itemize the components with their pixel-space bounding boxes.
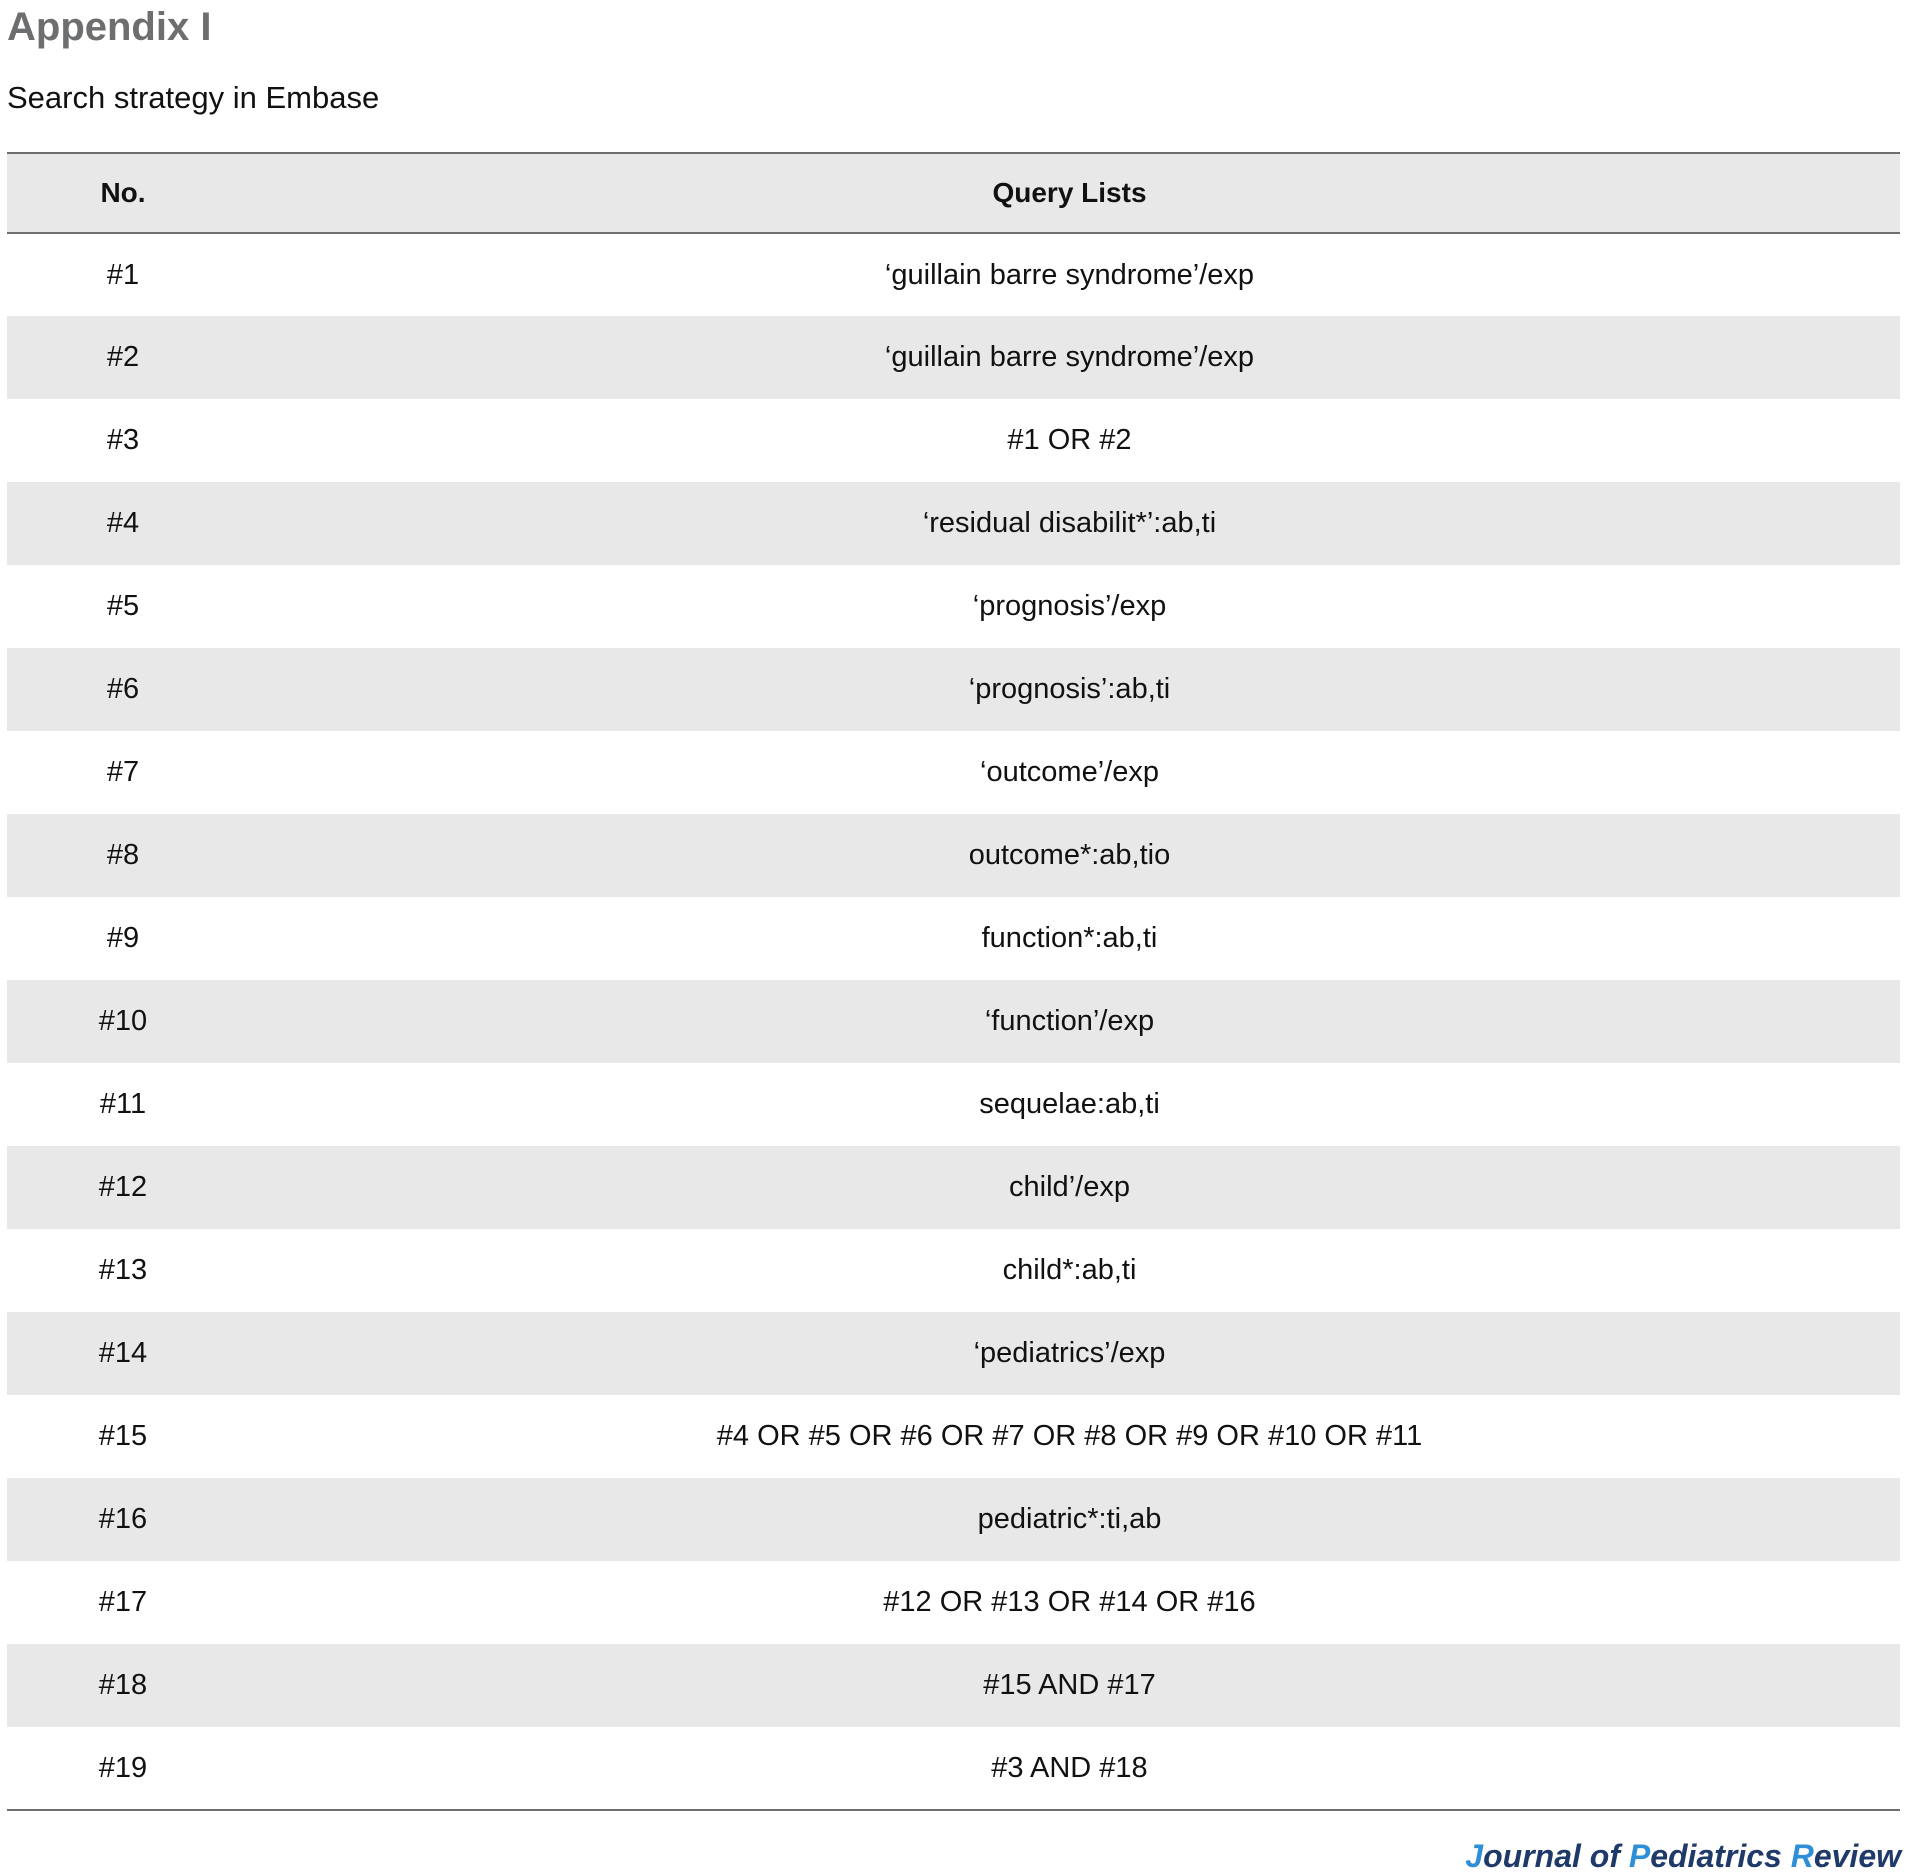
query-cell: #12 OR #13 OR #14 OR #16 <box>883 1586 1256 1618</box>
search-strategy-table-container <box>7 152 1900 1811</box>
table-row <box>7 1561 1900 1644</box>
appendix-subtitle: Search strategy in Embase <box>7 80 380 115</box>
table-row <box>7 399 1900 482</box>
query-cell: #4 OR #5 OR #6 OR #7 OR #8 OR #9 OR #10 OR #11 <box>716 1420 1423 1452</box>
query-cell: pediatric*:ti,ab <box>977 1503 1162 1535</box>
query-cell: sequelae:ab,ti <box>979 1088 1160 1120</box>
table-row <box>7 1229 1900 1312</box>
table-row <box>7 1478 1900 1561</box>
table-row <box>7 233 1900 316</box>
table-row <box>7 565 1900 648</box>
row-number-cell: #19 <box>98 1751 148 1784</box>
table-header-row <box>7 153 1900 233</box>
table-row <box>7 1312 1900 1395</box>
row-number-cell: #12 <box>98 1171 148 1203</box>
table-row <box>7 1395 1900 1478</box>
row-number-cell: #7 <box>106 756 140 788</box>
table-row <box>7 897 1900 980</box>
query-cell: ‘guillain barre syndrome’/exp <box>884 258 1255 291</box>
journal-brand-part: J <box>1465 1838 1484 1874</box>
row-number-cell: #1 <box>106 258 140 291</box>
search-strategy-table <box>7 152 1900 1811</box>
row-number-cell: #4 <box>106 507 140 539</box>
journal-brand-part: ournal of <box>1483 1838 1629 1874</box>
row-number-cell: #9 <box>106 922 140 954</box>
appendix-title: Appendix I <box>7 5 212 49</box>
journal-brand-part: eview <box>1813 1838 1901 1874</box>
table-row <box>7 482 1900 565</box>
column-header-no: No. <box>100 177 146 208</box>
query-cell: child’/exp <box>1009 1171 1130 1203</box>
column-header-query-lists: Query Lists <box>992 177 1147 208</box>
row-number-cell: #11 <box>99 1088 147 1120</box>
row-number-cell: #3 <box>106 424 140 456</box>
row-number-cell: #5 <box>106 590 140 622</box>
table-row <box>7 1727 1900 1810</box>
table-row <box>7 1644 1900 1727</box>
query-cell: ‘prognosis’/exp <box>972 590 1167 622</box>
row-number-cell: #18 <box>98 1669 148 1701</box>
journal-brand <box>1465 1836 1901 1876</box>
query-cell: #15 AND #17 <box>983 1669 1156 1701</box>
table-row <box>7 316 1900 399</box>
row-number-cell: #14 <box>98 1337 148 1369</box>
table-row <box>7 980 1900 1063</box>
query-cell: #1 OR #2 <box>1007 424 1132 456</box>
query-cell: function*:ab,ti <box>981 922 1158 954</box>
query-cell: #3 AND #18 <box>991 1751 1148 1784</box>
table-row <box>7 1063 1900 1146</box>
query-cell: ‘prognosis’:ab,ti <box>968 673 1171 705</box>
query-cell: ‘pediatrics’/exp <box>973 1337 1166 1369</box>
journal-brand-part: ediatrics <box>1650 1838 1791 1874</box>
row-number-cell: #10 <box>98 1005 148 1037</box>
query-cell: ‘residual disabilit*’:ab,ti <box>922 507 1217 539</box>
table-header <box>7 153 1900 233</box>
row-number-cell: #6 <box>106 673 140 705</box>
table-body <box>7 233 1900 1810</box>
row-number-cell: #8 <box>106 839 140 871</box>
query-cell: child*:ab,ti <box>1002 1254 1137 1286</box>
table-row <box>7 648 1900 731</box>
row-number-cell: #17 <box>98 1586 148 1618</box>
query-cell: outcome*:ab,tio <box>968 839 1171 871</box>
row-number-cell: #13 <box>98 1254 148 1286</box>
row-number-cell: #15 <box>98 1420 148 1452</box>
journal-brand-part: P <box>1628 1838 1651 1874</box>
row-number-cell: #2 <box>106 341 140 373</box>
table-row <box>7 1146 1900 1229</box>
query-cell: ‘outcome’/exp <box>980 756 1159 788</box>
journal-brand-part: R <box>1790 1838 1814 1874</box>
table-row <box>7 731 1900 814</box>
row-number-cell: #16 <box>98 1503 148 1535</box>
query-cell: ‘function’/exp <box>984 1005 1155 1037</box>
table-row <box>7 814 1900 897</box>
query-cell: ‘guillain barre syndrome’/exp <box>884 341 1255 373</box>
